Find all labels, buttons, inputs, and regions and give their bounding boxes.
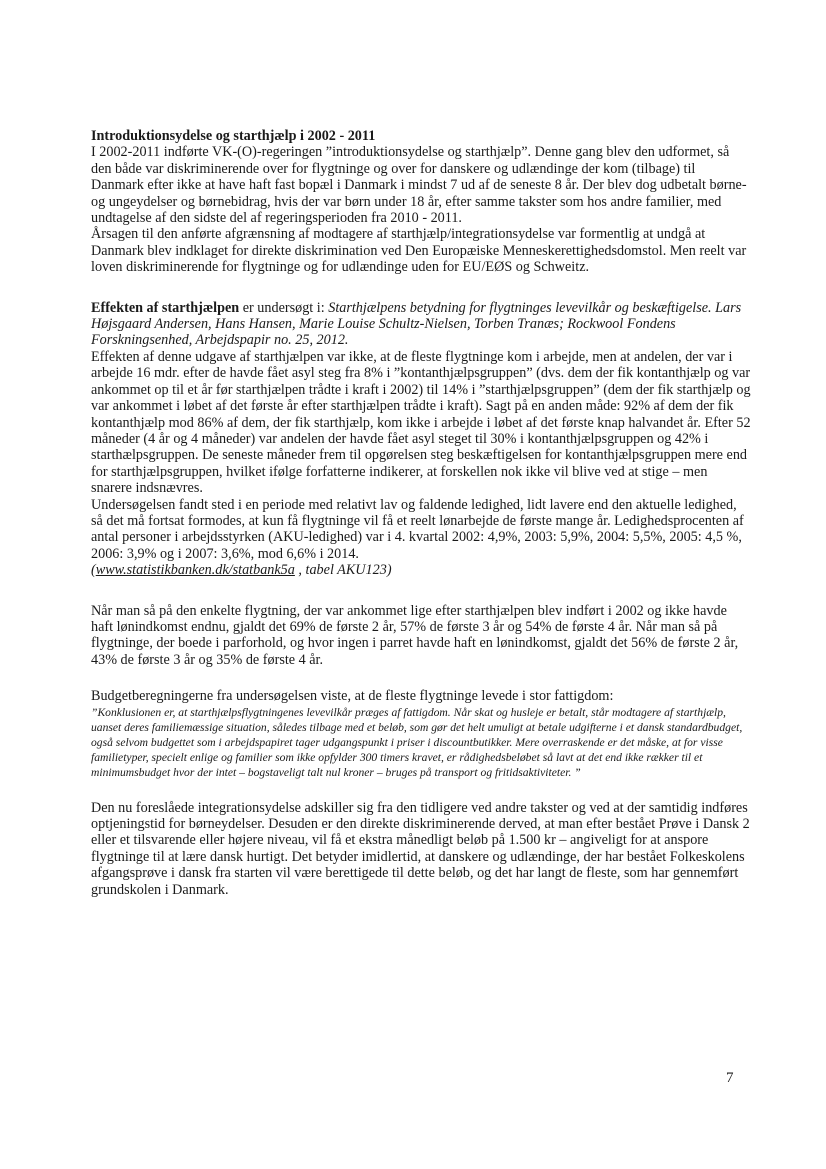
block-quote: ”Konklusionen er, at starthjælpsflygtningenes levevilkår præges af fattigdom. Når skat og husleje er betalt, står modtagere af starthjælp, uanset deres familiemæssige situation, således tilbage med et beløb, som gør det helt umuligt at betale udgifterne i et dansk standardbudget, også selvom budgettet som i arbejdspapiret tager udgangspunkt i priser i discountbutikker. Mere overraskende er det måske, at for visse familietyper, specielt enlige og familier som ikke opfylder 300 timers kravet, er rådighedsbeløbet så lavt at det end ikke rækker til et minimumsbudget hvor der intet – bogstaveligt talt nul kroner – bruges på transport og fritidsaktiviteter. ” — [91, 705, 743, 779]
paragraph: Når man så på den enkelte flygtning, der var ankommet lige efter starthjælpen blev indført i 2002 og ikke havde haft lønindkomst endnu, gjaldt det 69% de første 2 år, 57% de første 3 år og 54% de første 4 år. Når man så på flygtninge, der boede i parforhold, og hvor ingen i parret havde haft en lønindkomst, gjaldt det 56% de første 2 år, 43% de første 3 år og 35% de første 4 år. — [91, 602, 739, 668]
paragraph: Årsagen til den anførte afgrænsning af modtagere af starthjælp/integrationsydelse var formentlig at undgå at Danmark blev indklaget for direkte diskrimination ved Den Europæiske Menneskerettighedsdomstol. Men reelt var loven diskriminerende for flygtninge og for udlændinge uden for EU/EØS og Schweitz. — [91, 226, 747, 276]
paragraph — [91, 497, 751, 579]
heading-continuation: er undersøgt i: — [239, 299, 329, 316]
statistikbanken-link[interactable]: www.statistikbanken.dk/statbank5a — [95, 562, 295, 579]
citation: Starthjælpens betydning for flygtninges levevilkår og beskæftigelse. Lars Højsgaard Andersen, Hans Hansen, Marie Louise Schultz-Nielsen, Torben Tranæs; Rockwool Fondens Forskningsenhed, Arbejdspapir no. 25, 2012. — [91, 299, 742, 349]
paragraph-text: Undersøgelsen fandt sted i en periode med relativt lav og faldende ledighed, lidt lavere end den aktuelle ledighed, så det må fortsat formodes, at kun få flygtninge vil få et reelt lønarbejde de første mange år. Ledighedsprocenten af antal personer i arbejdsstyrken (AKU-ledighed) var i 4. kvartal 2002: 4,9%, 2003: 5,9%, 2004: 5,5%, 2005: 4,5 %, 2006: 3,9% og i 2007: 3,6%, mod 6,6% i 2014. — [91, 496, 744, 562]
paragraph: Effekten af denne udgave af starthjælpen var ikke, at de fleste flygtninge kom i arbejde, men at andelen, der var i arbejde 16 mdr. efter de havde fået asyl steg fra 8% i ”kontanthjælpsgruppen” (dvs. dem der fik kontanthjælp og var ankommet op til et år før starthjælpen trådte i kraft i 2002) til 14% i ”starthjælpsgruppen” (dem der fik starthjælp og var ankommet i løbet af det første år efter starthjælpen trådte i kraft). Sagt på en anden måde: 92% af dem der fik kontanthjælp mod 86% af dem, der fik starthjælp, kom ikke i arbejde i løbet af det første knap halvandet år. Efter 52 måneder (4 år og 4 måneder) var andelen der havde fået asyl steget til 30% i kontanthjælpsgruppen og 42% i starthælpsgruppen. De seneste måneder frem til opgørelsen steg beskæftigelsen for kontanthjælpsgruppen mere end for starthjælpsgruppen, hvilket ifølge forfatterne indikerer, at forskellen nok ikke vil blive ved at stige – men snarere indsnævres. — [91, 348, 751, 497]
section-heading: Introduktionsydelse og starthjælp i 2002 - 2011 — [91, 128, 376, 144]
paragraph: Budgetberegningerne fra undersøgelsen viste, at de fleste flygtninge levede i stor fattigdom: — [91, 688, 614, 705]
section-heading: Effekten af starthjælpen — [91, 299, 240, 316]
spacer — [91, 276, 751, 300]
page-number: 7 — [726, 1070, 734, 1086]
paragraph: Den nu foreslåede integrationsydelse adskiller sig fra den tidligere ved andre takster og ved at der samtidig indføres optjeningstid for børneydelser. Desuden er den direkte diskriminerende derved, at man efter bestået Prøve i Dansk 2 eller et tilsvarende eller højere niveau, vil få et ekstra månedligt beløb på 1.500 kr – angiveligt for at anspore flygtninge til at lære dansk hurtigt. Det betyder imidlertid, at danskere og udlændinge, der har bestået Folkeskolens afgangsprøve i dansk fra starten vil være berettigede til dette beløb, og det har langt de fleste, som har gennemført grundskolen i Danmark. — [91, 799, 750, 898]
page-body — [91, 128, 751, 898]
spacer — [91, 780, 751, 800]
spacer — [91, 668, 751, 688]
paragraph: I 2002-2011 indførte VK-(O)-regeringen ”introduktionsydelse og starthjælp”. Denne gang blev den udformet, så den både var diskriminerende over for flygtninge og over for danskere og udlændinge der kom (tilbage) til Danmark efter ikke at have haft fast bopæl i Danmark i mindst 7 ud af de seneste 8 år. Der blev dog udbetalt børne- og ungeydelser og børnebidrag, hvis der var børn under 18 år, efter samme takster som hos andre familier, med undtagelse af den sidste del af regeringsperioden fra 2010 - 2011. — [91, 144, 747, 227]
paragraph — [91, 300, 751, 349]
source-reference: (www.statistikbanken.dk/statbank5a , tabel AKU123) — [91, 562, 392, 579]
spacer — [91, 579, 751, 603]
